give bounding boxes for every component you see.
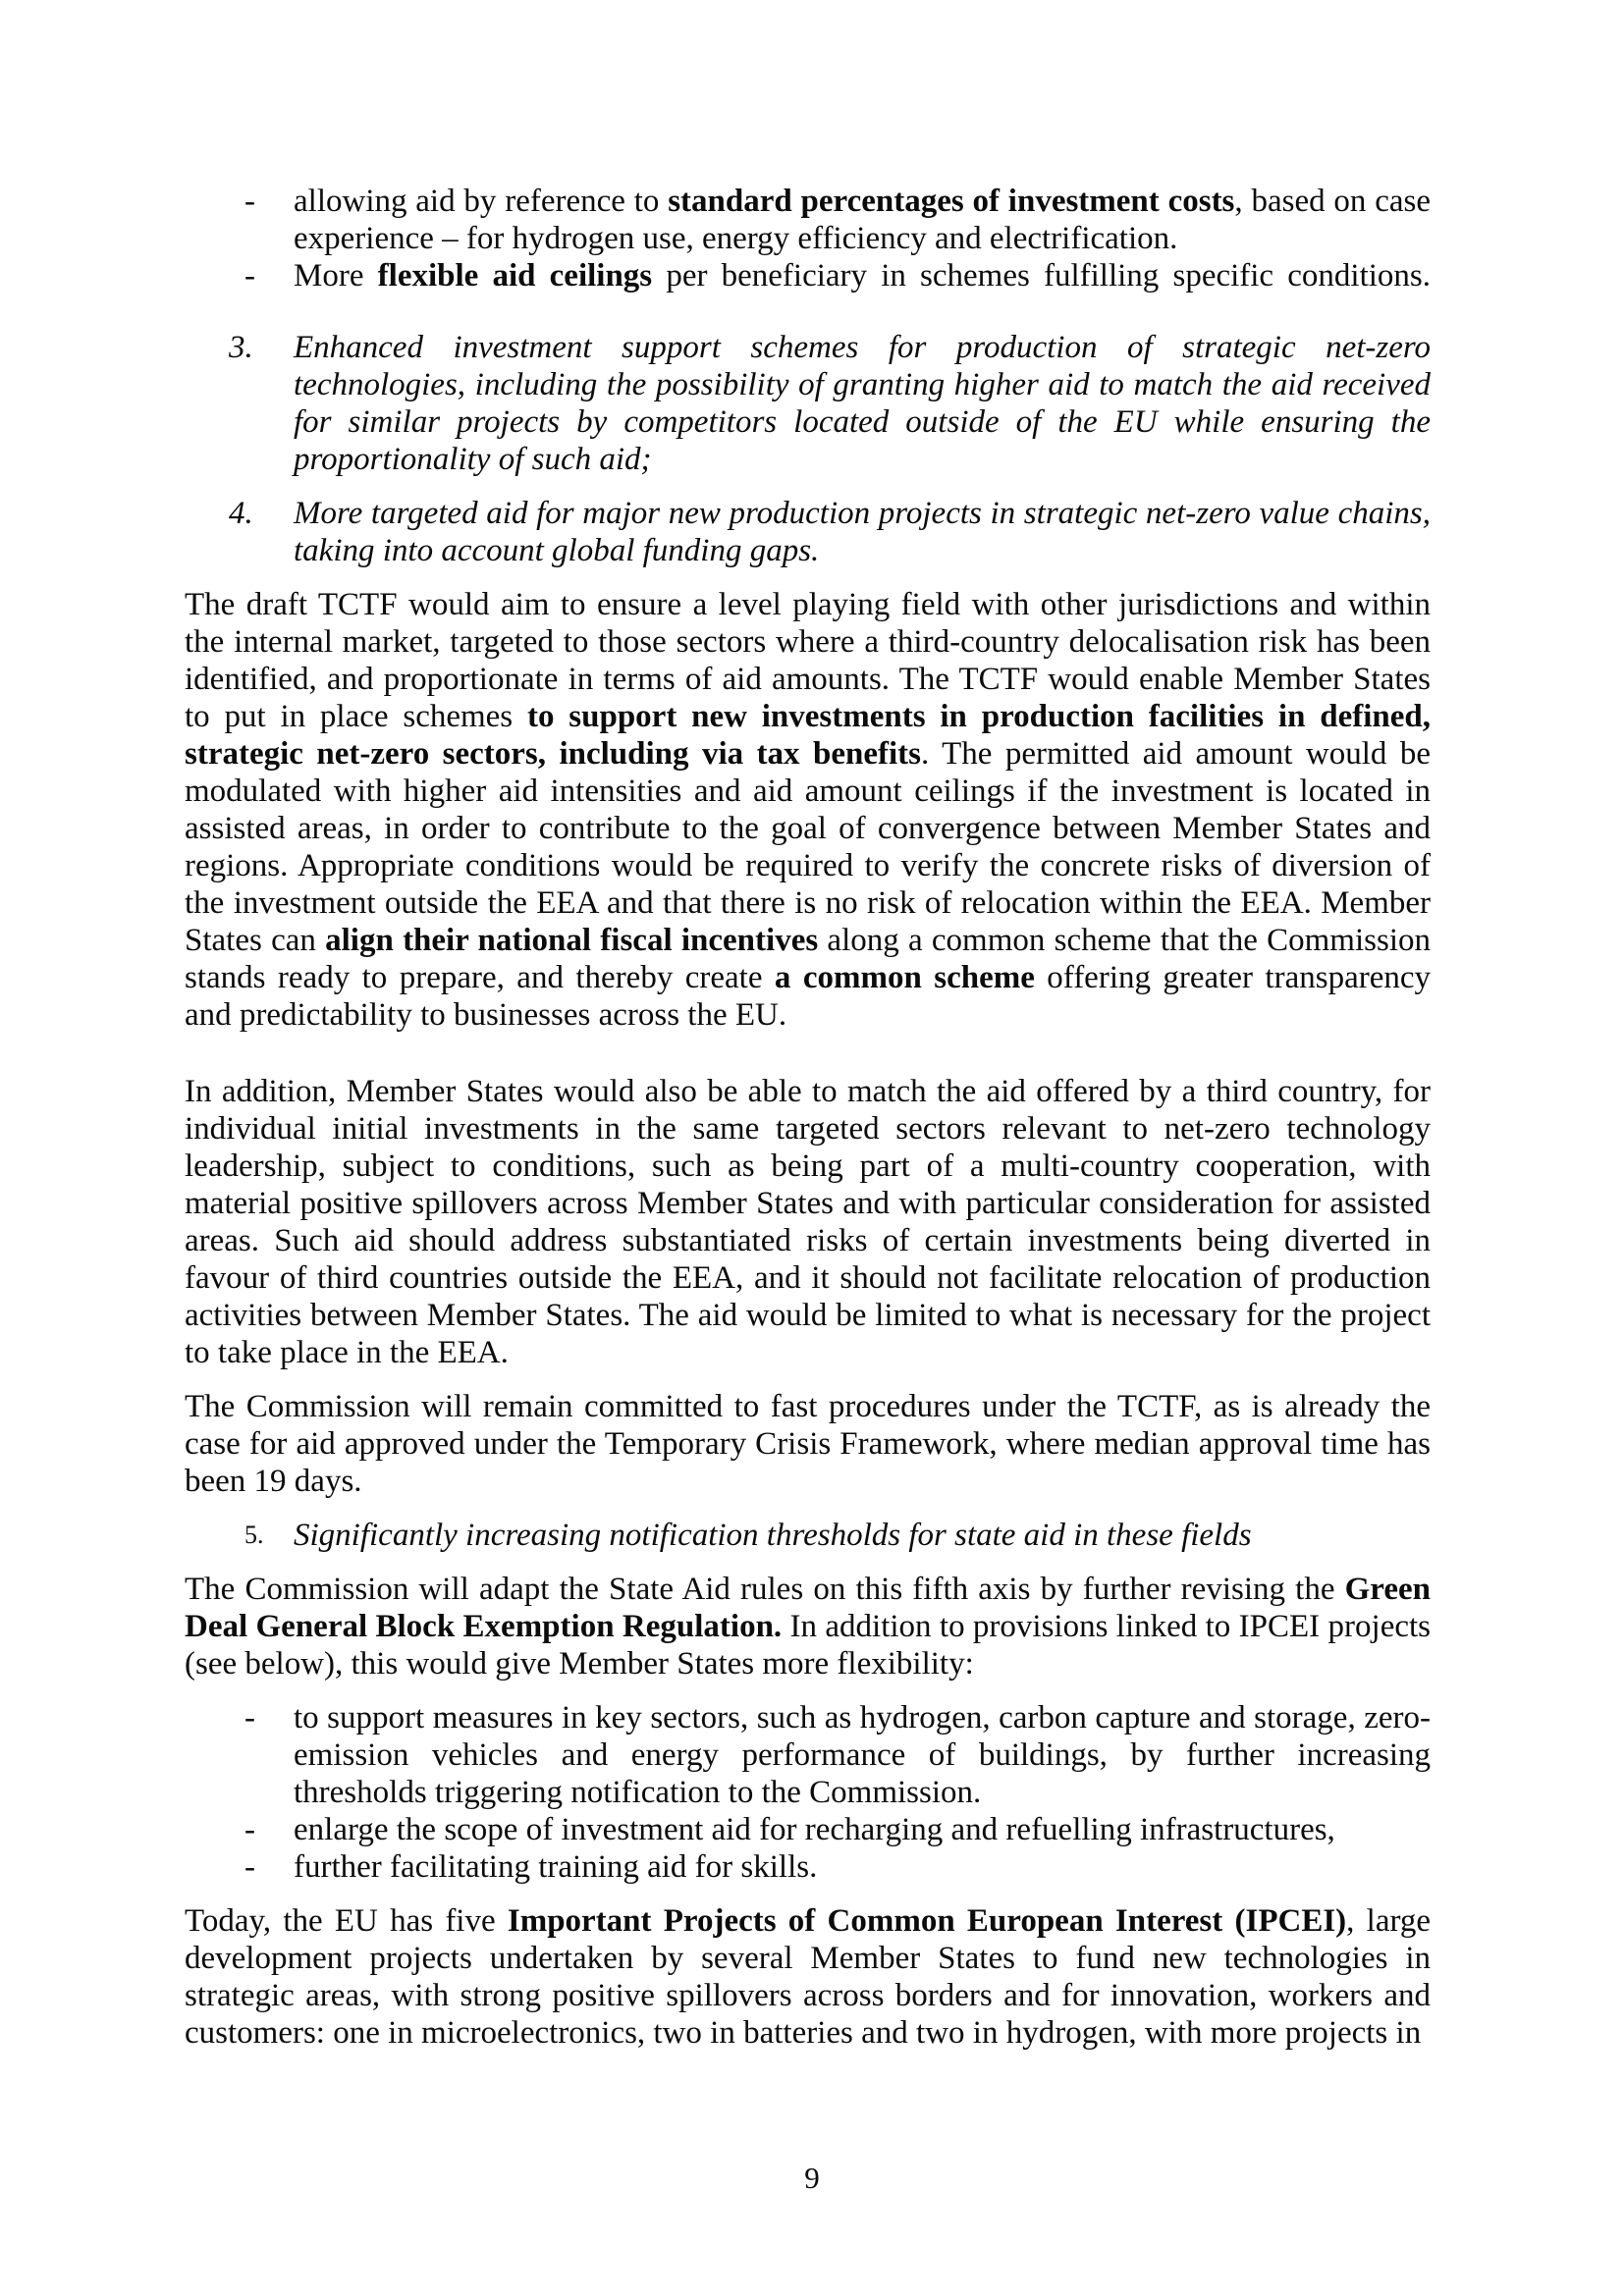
bullet-text: enlarge the scope of investment aid for recharging and refuelling infrastructures, (294, 1812, 1335, 1847)
numbered-item-5-notification-thresholds (244, 1517, 1431, 1554)
item-text: Enhanced investment support schemes for production of strategic net-zero technologies, including the possibility of granting higher aid to match the aid received for similar projects by competitors located outside of the EU while ensuring the proportionality of such aid; (294, 330, 1431, 477)
item-text: Significantly increasing notification thresholds for state aid in these fields (294, 1518, 1252, 1553)
page-content (185, 183, 1431, 2068)
numbered-item-4-targeted-aid (229, 495, 1431, 569)
bullet-list-aid-measures (185, 183, 1431, 294)
bullet-marker: - (244, 1849, 255, 1885)
item-number: 4. (229, 496, 253, 531)
paragraph-ipcei: Today, the EU has five Important Projects of Common European Interest (IPCEI), large development projects undertaken by several Member States to fund new technologies in strategic areas, with strong positive spillovers across borders and for innovation, workers and customers: one in microelectronics, two in batteries and two in hydrogen, with more projects in (185, 1903, 1432, 2051)
item-number: 3. (229, 330, 253, 365)
bullet-text: allowing aid by reference to standard percentages of investment costs, based on case experience – for hydrogen use, energy efficiency and electrification. (294, 184, 1431, 256)
numbered-item-3-enhanced-support (229, 329, 1431, 478)
page-number: 9 (804, 2161, 820, 2195)
item-number: 5. (244, 1521, 264, 1549)
bullet-list-flexibility (185, 1699, 1431, 1886)
bullet-item-flexible-ceilings (244, 257, 1431, 294)
bullet-marker: - (244, 258, 255, 294)
paragraph-aid-matching: In addition, Member States would also be able to match the aid offered by a third country, for individual initial investments in the same targeted sectors relevant to net-zero technology leadership, subject to conditions, such as being part of a multi-country cooperation, with material positive spillovers across Member States and with particular consideration for assisted areas. Such aid should address substantiated risks of certain investments being diverted in favour of third countries outside the EEA, and it should not facilitate relocation of production activities between Member States. The aid would be limited to what is necessary for the project to take place in the EEA. (185, 1074, 1431, 1370)
paragraph-draft-tctf: The draft TCTF would aim to ensure a level playing field with other jurisdictions and within the internal market, targeted to those sectors where a third-country delocalisation risk has been identified, and proportionate in terms of aid amounts. The TCTF would enable Member States to put in place schemes to support new investments in production facilities in defined, strategic net-zero sectors, including via tax benefits. The permitted aid amount would be modulated with higher aid intensities and aid amount ceilings if the investment is located in assisted areas, in order to contribute to the goal of convergence between Member States and regions. Appropriate conditions would be required to verify the concrete risks of diversion of the investment outside the EEA and that there is no risk of relocation within the EEA. Member States can align their national fiscal incentives along a common scheme that the Commission stands ready to prepare, and thereby create a common scheme offering greater transparency and predictability to businesses across the EU. (185, 587, 1431, 1033)
paragraph-fast-procedures: The Commission will remain committed to fast procedures under the TCTF, as is already the case for aid approved under the Temporary Crisis Framework, where median approval time has been 19 days. (185, 1389, 1431, 1499)
bullet-item-training-aid (244, 1848, 1431, 1886)
bullet-item-recharging-infrastructures (244, 1811, 1431, 1848)
bullet-item-standard-percentages (244, 183, 1431, 257)
bullet-marker: - (244, 1812, 255, 1847)
bullet-text: to support measures in key sectors, such as hydrogen, carbon capture and storage, zero-emission vehicles and energy performance of buildings, by further increasing thresholds triggering notification to the Commission. (294, 1700, 1431, 1810)
bullet-marker: - (244, 1700, 255, 1735)
bullet-item-key-sectors (244, 1699, 1431, 1811)
paragraph-gber-revision: The Commission will adapt the State Aid rules on this fifth axis by further revising the Green Deal General Block Exemption Regulation. In addition to provisions linked to IPCEI projects (see below), this would give Member States more flexibility: (185, 1572, 1431, 1682)
bullet-marker: - (244, 184, 255, 219)
bullet-text: further facilitating training aid for skills. (294, 1849, 818, 1885)
item-text: More targeted aid for major new production projects in strategic net-zero value chains, taking into account global funding gaps. (294, 496, 1431, 568)
bullet-text: More flexible aid ceilings per beneficiary in schemes fulfilling specific conditions. (294, 258, 1431, 294)
